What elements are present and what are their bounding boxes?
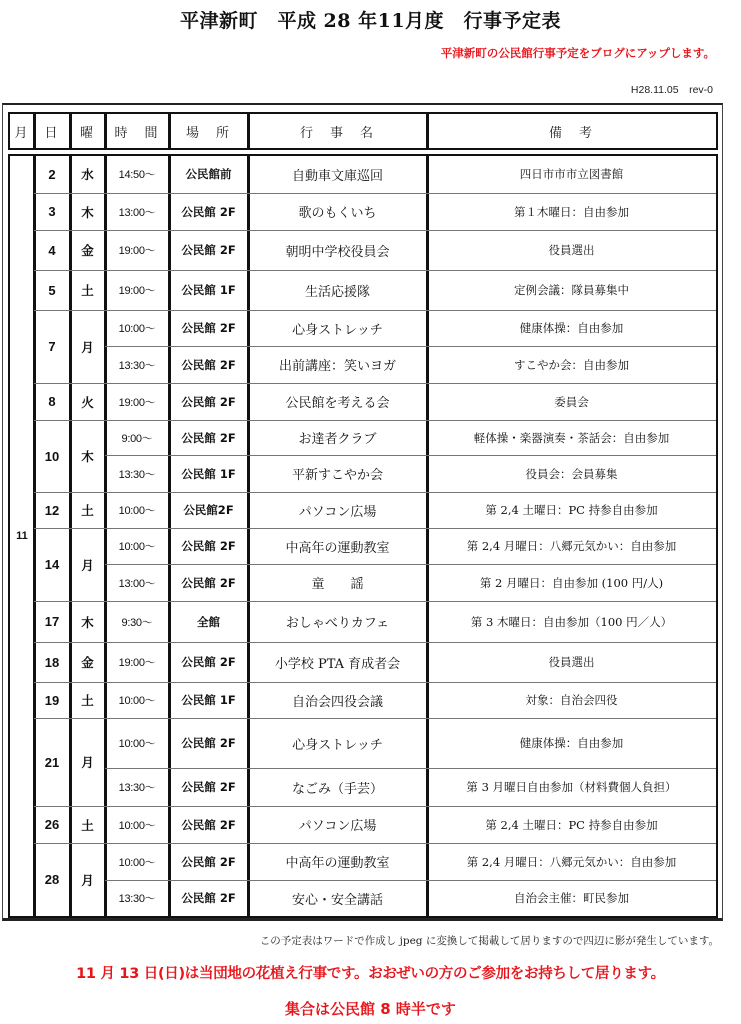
note-cell: 四日市市市立図書館 — [519, 167, 624, 181]
day-cell: 28 — [44, 872, 60, 887]
schedule-table — [8, 154, 718, 918]
column-header: 場 所 — [185, 125, 231, 141]
note-cell: 自治会主催：町民参加 — [514, 891, 629, 905]
day-cell: 18 — [44, 654, 60, 670]
weekday-cell: 土 — [81, 817, 94, 833]
note-cell: 第 2,4 月曜日：八郷元気かい：自由参加 — [466, 539, 677, 553]
table-header — [8, 112, 718, 150]
place-cell: 公民館 2F — [181, 736, 236, 750]
place-cell: 公民館 2F — [181, 854, 236, 869]
time-cell: 10:00～ — [118, 738, 156, 750]
time-cell: 14:50～ — [118, 169, 156, 181]
month-cell: 11 — [16, 530, 28, 542]
place-cell: 公民館 2F — [181, 655, 236, 669]
day-cell: 8 — [48, 394, 56, 409]
weekday-cell: 月 — [81, 557, 94, 573]
event-name-cell: 自動車文庫巡回 — [291, 168, 383, 184]
place-cell: 公民館 2F — [181, 243, 236, 257]
column-header: 曜 — [79, 125, 95, 141]
note-cell: 第 2,4 月曜日：八郷元気かい：自由参加 — [466, 854, 677, 869]
day-cell: 4 — [48, 242, 56, 258]
note-cell: 定例会議：隊員募集中 — [514, 283, 629, 297]
time-cell: 10:00～ — [118, 819, 156, 832]
event-name-cell: 中高年の運動教室 — [285, 540, 390, 556]
event-name-cell: 心身ストレッチ — [292, 737, 383, 753]
weekday-cell: 金 — [81, 243, 94, 258]
note-cell: 役員会：会員募集 — [525, 466, 618, 481]
column-header: 行 事 名 — [299, 125, 375, 141]
place-cell: 公民館 2F — [181, 780, 236, 794]
note-cell: 第 2,4 土曜日：PC 持参自由参加 — [485, 817, 658, 832]
weekday-cell: 月 — [81, 872, 94, 888]
day-cell: 5 — [48, 282, 56, 298]
note-cell: 役員選出 — [548, 243, 595, 257]
event-name-cell: 自治会四役会議 — [291, 694, 383, 710]
time-cell: 13:30～ — [118, 359, 156, 372]
blog-notice: 平津新町の公民館行事予定をブログにアップします。 — [440, 46, 715, 60]
event-name-cell: 小学校 PTA 育成者会 — [274, 656, 401, 672]
meeting-notice: 集合は公民館 8 時半です — [285, 1000, 456, 1018]
time-cell: 19:00～ — [118, 396, 156, 409]
event-name-cell: おしゃべりカフェ — [285, 616, 390, 631]
footnote: この予定表はワードで作成し jpeg に変換して掲載して居りますので四辺に影が発生しています。 — [259, 935, 719, 947]
weekday-cell: 月 — [81, 755, 94, 770]
note-cell: 健康体操：自由参加 — [519, 321, 624, 335]
weekday-cell: 木 — [81, 449, 94, 464]
place-cell: 公民館 2F — [181, 539, 236, 553]
event-name-cell: 生活応援隊 — [304, 284, 370, 300]
event-name-cell: パソコン広場 — [298, 504, 377, 520]
weekday-cell: 土 — [81, 693, 94, 708]
time-cell: 13:30～ — [118, 893, 156, 905]
place-cell: 公民館 2F — [181, 891, 236, 905]
page-title: 平津新町 平成 28 年11月度 行事予定表 — [179, 10, 562, 32]
event-name-cell: 童 謡 — [311, 577, 364, 592]
event-name-cell: 出前講座：笑いヨガ — [278, 359, 396, 374]
day-cell: 2 — [48, 166, 56, 182]
place-cell: 公民館 1F — [181, 283, 236, 297]
event-name-cell: なごみ（手芸） — [291, 781, 383, 797]
event-name-cell: 公民館を考える会 — [285, 396, 390, 411]
column-header: 月 — [14, 125, 30, 141]
event-name-cell: 平新すこやか会 — [291, 468, 383, 483]
place-cell: 公民館 2F — [181, 394, 236, 409]
place-cell: 全館 — [197, 614, 220, 629]
event-name-cell: 心身ストレッチ — [292, 322, 383, 338]
place-cell: 公民館 2F — [181, 430, 236, 445]
day-cell: 10 — [44, 448, 60, 464]
time-cell: 13:30～ — [118, 468, 156, 481]
time-cell: 10:00～ — [118, 323, 156, 335]
weekday-cell: 土 — [81, 283, 94, 298]
note-cell: 委員会 — [554, 394, 589, 409]
event-name-cell: 安心・安全講話 — [291, 892, 383, 908]
note-cell: 第 2 月曜日：自由参加 (100 円/人) — [479, 575, 664, 590]
weekday-cell: 金 — [81, 655, 94, 670]
day-cell: 26 — [44, 817, 60, 832]
time-cell: 9:00～ — [121, 432, 153, 445]
place-cell: 公民館前 — [185, 167, 232, 181]
day-cell: 19 — [44, 692, 60, 708]
weekday-cell: 木 — [81, 204, 94, 220]
event-notice: 11 月 13 日(日)は当団地の花植え行事です。おおぜいの方のご参加をお持ちして居ります。 — [76, 966, 665, 982]
note-cell: 第 3 木曜日：自由参加（100 円／人） — [470, 614, 673, 629]
weekday-cell: 土 — [81, 503, 94, 518]
day-cell: 3 — [48, 204, 56, 219]
note-cell: すこやか会：自由参加 — [514, 357, 629, 372]
time-cell: 19:00～ — [118, 285, 156, 297]
day-cell: 21 — [44, 754, 60, 770]
weekday-cell: 水 — [81, 167, 94, 182]
event-name-cell: 歌のもくいち — [298, 206, 377, 221]
day-cell: 14 — [44, 557, 60, 572]
note-cell: 役員選出 — [548, 655, 595, 669]
event-name-cell: お達者クラブ — [298, 432, 377, 447]
place-cell: 公民館 2F — [181, 817, 236, 832]
place-cell: 公民館2F — [183, 503, 234, 517]
time-cell: 10:00～ — [118, 856, 156, 869]
event-name-cell: パソコン広場 — [298, 819, 377, 834]
note-cell: 第 3 月曜日自由参加（材料費個人負担） — [466, 780, 677, 794]
note-cell: 第１木曜日：自由参加 — [514, 204, 629, 219]
note-cell: 軽体操・楽器演奏・茶話会：自由参加 — [473, 430, 670, 445]
weekday-cell: 月 — [81, 339, 94, 355]
weekday-cell: 火 — [81, 394, 94, 410]
place-cell: 公民館 2F — [181, 575, 236, 590]
day-cell: 17 — [44, 614, 60, 629]
time-cell: 13:00～ — [118, 577, 156, 590]
event-name-cell: 朝明中学校役員会 — [285, 244, 390, 260]
time-cell: 19:00～ — [118, 657, 156, 669]
time-cell: 10:00～ — [118, 505, 156, 517]
column-header: 備 考 — [548, 125, 594, 141]
revision-stamp: H28.11.05 rev-0 — [630, 84, 713, 96]
time-cell: 19:00～ — [118, 245, 156, 257]
time-cell: 10:00～ — [118, 541, 156, 553]
time-cell: 10:00～ — [118, 695, 156, 707]
note-cell: 健康体操：自由参加 — [519, 736, 624, 750]
place-cell: 公民館 2F — [181, 321, 236, 335]
column-header: 日 — [44, 125, 60, 141]
note-cell: 第 2,4 土曜日：PC 持参自由参加 — [485, 503, 658, 517]
event-name-cell: 中高年の運動教室 — [285, 856, 390, 871]
place-cell: 公民館 1F — [181, 466, 236, 481]
time-cell: 13:30～ — [118, 782, 156, 794]
day-cell: 12 — [44, 502, 60, 518]
day-cell: 7 — [48, 339, 56, 354]
weekday-cell: 木 — [81, 614, 94, 630]
column-header: 時 間 — [114, 125, 160, 141]
place-cell: 公民館 2F — [181, 204, 236, 219]
note-cell: 対象：自治会四役 — [525, 693, 618, 707]
place-cell: 公民館 1F — [181, 693, 236, 707]
place-cell: 公民館 2F — [181, 357, 236, 372]
time-cell: 13:00～ — [118, 206, 156, 219]
time-cell: 9:30～ — [121, 616, 153, 629]
